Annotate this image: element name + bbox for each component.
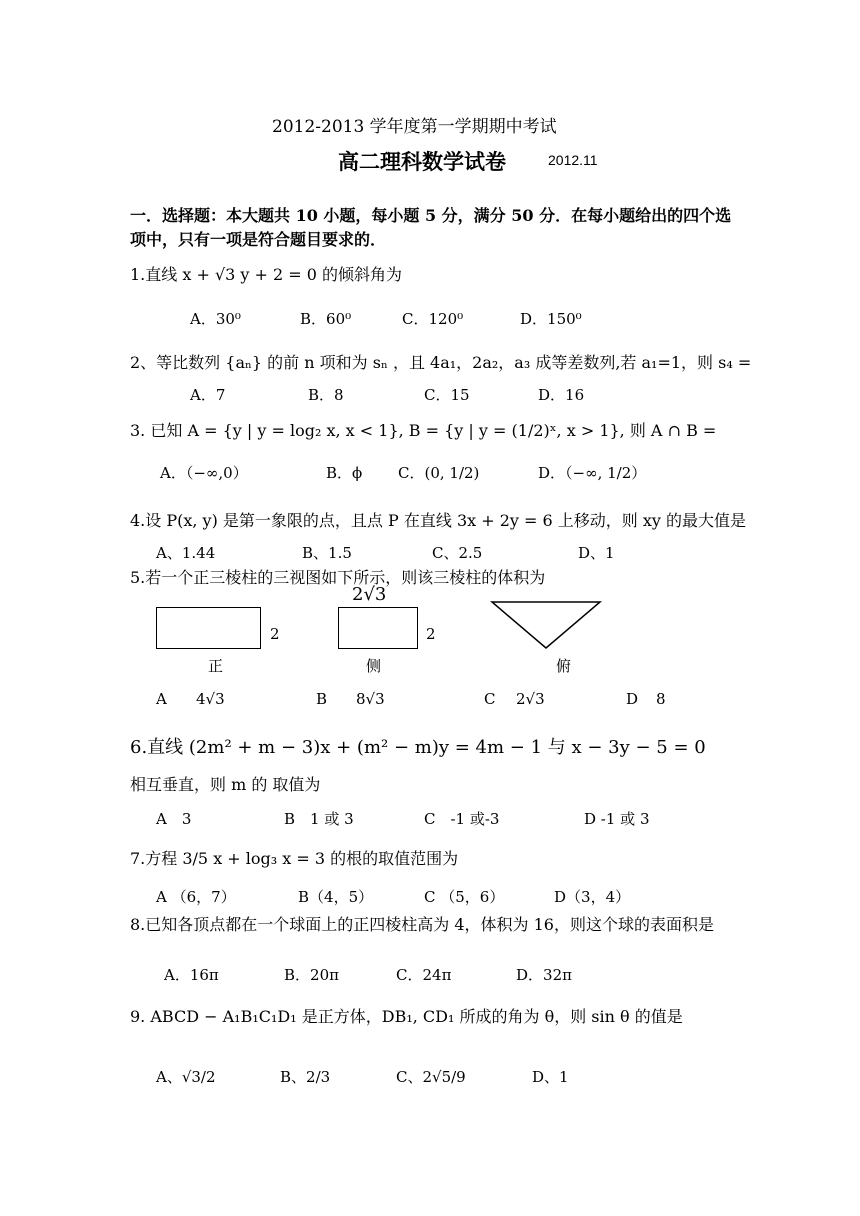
question-5-option-b-value: 8√3 — [356, 690, 385, 708]
question-6-option-d: D -1 或 3 — [584, 810, 650, 828]
question-4-option-c: C、2.5 — [432, 544, 483, 562]
question-7-option-b: B（4，5） — [298, 888, 374, 906]
question-9-option-b: B、2/3 — [280, 1068, 331, 1086]
question-5-option-b-letter: B — [316, 690, 328, 708]
question-1-option-c: C．120⁰ — [402, 310, 464, 328]
question-6-option-a: A 3 — [156, 810, 192, 828]
question-2-stem: 2、等比数列 {aₙ} 的前 n 项和为 sₙ ，且 4a₁，2a₂，a₃ 成等差数列,若 a₁=1，则 s₄ = — [130, 353, 752, 372]
question-3-stem: 3. 已知 A = {y | y = log₂ x, x < 1}, B = {y | y = (1/2)ˣ, x > 1}, 则 A ∩ B = — [130, 421, 717, 440]
side-view-height-label: 2 — [426, 625, 436, 643]
question-1-option-a: A．30⁰ — [190, 310, 241, 328]
question-8-option-b: B．20π — [284, 966, 339, 984]
question-6-stem-continued: 相互垂直，则 m 的 取值为 — [130, 775, 321, 794]
exam-subtitle: 高二理科数学试卷 — [338, 149, 506, 174]
question-3-option-a: A．（−∞,0） — [160, 464, 248, 482]
question-7-option-c: C （5，6） — [424, 888, 505, 906]
question-9-option-d: D、1 — [532, 1068, 569, 1086]
question-2-option-d: D．16 — [538, 386, 585, 404]
question-1-stem: 1.直线 x + √3 y + 2 = 0 的倾斜角为 — [130, 265, 403, 284]
front-view-caption: 正 — [208, 657, 224, 675]
question-9-option-c: C、2√5/9 — [396, 1068, 466, 1086]
question-4-option-b: B、1.5 — [302, 544, 352, 562]
question-6-option-b: B 1 或 3 — [284, 810, 354, 828]
question-4-stem: 4.设 P(x, y) 是第一象限的点，且点 P 在直线 3x + 2y = 6 上移动，则 xy 的最大值是 — [130, 511, 747, 530]
side-view-rectangle — [338, 607, 418, 649]
question-3-option-d: D．（−∞, 1/2） — [538, 464, 647, 482]
question-5-option-c-letter: C — [484, 690, 496, 708]
question-5-option-d-letter: D — [626, 690, 639, 708]
question-5-stem: 5.若一个正三棱柱的三视图如下所示，则该三棱柱的体积为 — [130, 568, 546, 587]
question-8-option-a: A．16π — [164, 966, 219, 984]
exam-date: 2012.11 — [548, 152, 598, 168]
section-heading: 一．选择题：本大题共 10 小题，每小题 5 分，满分 50 分．在每小题给出的四个选项中，只有一项是符合题目要求的． — [130, 206, 732, 249]
question-6-stem: 6.直线 (2m² + m − 3)x + (m² − m)y = 4m − 1 与 x − 3y − 5 = 0 — [130, 737, 706, 758]
question-1-option-d: D．150⁰ — [520, 310, 582, 328]
question-2-option-b: B．8 — [308, 386, 344, 404]
question-1-option-b: B．60⁰ — [300, 310, 352, 328]
question-3-option-c: C．(0, 1/2) — [398, 464, 480, 482]
question-3-option-b: B．ϕ — [326, 464, 363, 482]
figure-top-label: 2√3 — [352, 584, 387, 605]
question-9-stem: 9. ABCD − A₁B₁C₁D₁ 是正方体，DB₁, CD₁ 所成的角为 θ，则 sin θ 的值是 — [130, 1007, 683, 1026]
question-7-option-d: D（3，4） — [554, 888, 631, 906]
side-view-caption: 侧 — [366, 657, 382, 675]
front-view-height-label: 2 — [270, 625, 280, 643]
question-4-option-d: D、1 — [578, 544, 615, 562]
question-5-option-a-value: 4√3 — [196, 690, 225, 708]
top-view-caption: 俯 — [556, 657, 572, 675]
question-6-option-c: C -1 或-3 — [424, 810, 500, 828]
front-view-rectangle — [156, 607, 261, 649]
question-7-option-a: A （6，7） — [156, 888, 236, 906]
question-2-option-c: C．15 — [424, 386, 470, 404]
question-5-option-c-value: 2√3 — [516, 690, 545, 708]
question-8-option-d: D．32π — [516, 966, 572, 984]
question-4-option-a: A、1.44 — [156, 544, 216, 562]
question-5-option-a-letter: A — [156, 690, 167, 708]
top-view-triangle — [490, 600, 604, 652]
question-8-stem: 8.已知各顶点都在一个球面上的正四棱柱高为 4，体积为 16，则这个球的表面积是 — [130, 915, 714, 934]
question-5-option-d-value: 8 — [656, 690, 666, 708]
question-2-option-a: A．7 — [190, 386, 226, 404]
question-8-option-c: C．24π — [396, 966, 452, 984]
exam-title: 2012-2013 学年度第一学期期中考试 — [272, 117, 557, 137]
question-9-option-a: A、√3/2 — [156, 1068, 216, 1086]
question-7-stem: 7.方程 3/5 x + log₃ x = 3 的根的取值范围为 — [130, 849, 459, 868]
